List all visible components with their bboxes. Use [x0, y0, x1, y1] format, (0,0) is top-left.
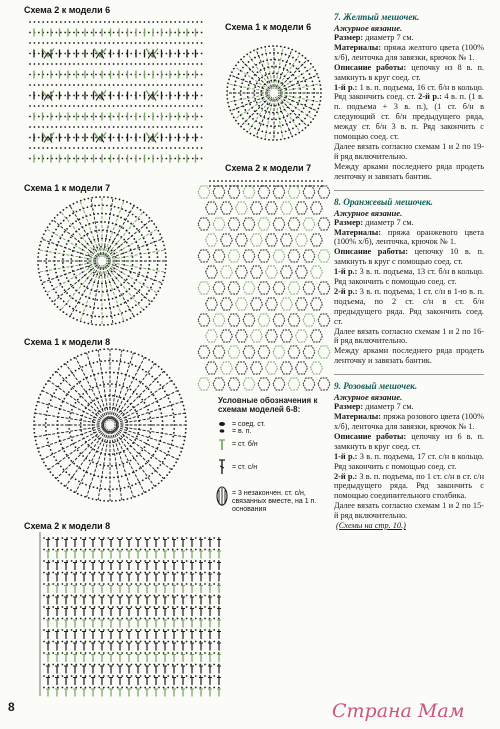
crochet-chart-scheme2-model7: [196, 178, 332, 388]
section-orange-bag: [334, 197, 484, 367]
crochet-chart-scheme1-model8: [28, 347, 198, 507]
materials-label: Материалы:: [334, 412, 382, 422]
section-title: 9. Розовый мешочек.: [334, 381, 418, 392]
row1-label: 1-й р.:: [334, 82, 358, 92]
work-value: цепочку из 6 в. п. замкнуть в круг соед. ст.: [334, 431, 485, 451]
crochet-chart-scheme1-model6: [226, 38, 326, 148]
materials-value: пряжа желтого цвета (100% х/б), ленточка для завязки, крючок № 1.: [334, 42, 484, 62]
row1-label: 1-й р.:: [334, 451, 358, 461]
row2-label: 2-й р.:: [418, 92, 442, 102]
materials-value: пряжа розового цвета (100% х/б), ленточка для завязки, крючок № 1.: [334, 412, 484, 431]
divider: [334, 182, 484, 191]
row2-value: 4 в. п. (1 в. п. подъема + 3 в. п.), (1 ст. б/н в следующий ст. б/н предыдущего ряда, между ст. б/н 3 в. п. Ряд закончить с помощью соед. ст.: [334, 92, 484, 142]
size-value: диаметр 7 см.: [363, 217, 414, 227]
row2-label: 2-й р.:: [334, 286, 358, 296]
section-yellow-bag: [334, 12, 484, 182]
section-subtitle: Ажурное вязание.: [334, 207, 403, 218]
row1-value: 3 в. п. подъема, 13 ст. б/н в кольцо. Ряд закончить с помощью соед. ст.: [334, 267, 485, 287]
caption-scheme2-model7: Схема 2 к модели 7: [225, 163, 312, 173]
row1-value: 3 в. п. подъема, 17 ст. с/н в кольцо. Ряд закончить с помощью соед. ст.: [334, 451, 485, 471]
materials-label: Материалы:: [334, 42, 382, 52]
work-value: цепочку из 8 в. п. замкнуть в круг соед. ст.: [334, 62, 485, 82]
size-label: Размер:: [334, 217, 364, 227]
row2-label: 2-й р.:: [334, 471, 358, 481]
instructions-column: [334, 12, 484, 531]
finish-text: Между арками последнего ряда продеть ленточку и завязать бантик.: [334, 161, 484, 181]
crochet-chart-scheme2-model8: [40, 532, 225, 697]
size-value: диаметр 7 см.: [363, 33, 414, 42]
legend-item-double-crochet: = ст. с/н: [232, 464, 258, 471]
work-value: цепочку 10 в. п. замкнуть в круг с помощью соед. ст.: [334, 247, 484, 267]
size-label: Размер:: [334, 33, 364, 42]
section-subtitle: Ажурное вязание.: [334, 392, 403, 403]
row1-label: 1-й р.:: [334, 267, 358, 277]
crochet-chart-scheme1-model7: [30, 195, 180, 330]
continue-text: Далее вязать согласно схемам 1 и 2 по 16-й ряд включительно.: [334, 326, 484, 346]
legend-item-slip-stitch: = соед. ст.: [232, 421, 266, 428]
divider: [334, 366, 484, 375]
size-label: Размер:: [334, 402, 364, 412]
section-title: 8. Оранжевый мешочек.: [334, 196, 433, 207]
work-label: Описание работы:: [334, 62, 407, 72]
work-label: Описание работы:: [334, 431, 407, 441]
materials-label: Материалы:: [334, 227, 382, 237]
caption-scheme2-model6: Схема 2 к модели 6: [24, 5, 111, 15]
finish-text: Между арками последнего ряда продеть ленточку и завязать бантик.: [334, 346, 484, 366]
row2-value: 3 в. п. подъема, по 1 ст. с/н в ст. с/н предыдущего ряда. Ряд закончить с помощью соединительного столбика.: [334, 471, 485, 501]
schemes-reference: (Схемы на стр. 10.): [336, 521, 406, 531]
caption-scheme1-model8: Схема 1 к модели 8: [24, 337, 111, 347]
section-title: 7. Желтый мешочек.: [334, 12, 420, 22]
section-pink-bag: [334, 381, 484, 521]
size-value: диаметр 7 см.: [363, 402, 414, 412]
legend-item-single-crochet: = ст. б/н: [232, 441, 258, 448]
continue-text: Далее вязать согласно схемам 1 и 2 по 19-й ряд включительно.: [334, 141, 484, 161]
materials-value: пряжа оранжевого цвета (100% х/б), ленточка, крючок № 1.: [334, 227, 484, 247]
continue-text: Далее вязать согласно схемам 1 и 2 по 15-й ряд включительно.: [334, 501, 484, 521]
row2-value: 3 в. п. подъема, 1 ст. с/н в 1-ю в. п. подъема, по 2 ст. с/н в ст. б/н предыдущего ряда. Ряд закончить соед. ст.: [334, 286, 484, 326]
section-subtitle: Ажурное вязание.: [334, 23, 403, 33]
slip-stitch-symbol: [219, 422, 225, 426]
chain-symbol: [220, 429, 225, 432]
caption-scheme1-model7: Схема 1 к модели 7: [24, 183, 111, 193]
legend-item-chain: = в. п.: [232, 428, 252, 435]
crochet-chart-scheme2-model6: [28, 18, 208, 168]
row1-value: 1 в. п. подъема, 16 ст. б/н в кольцо. Ряд закончить соед. ст.: [334, 82, 485, 102]
watermark-logo: Страна Мам: [332, 700, 465, 722]
work-label: Описание работы:: [334, 247, 408, 257]
caption-scheme1-model6: Схема 1 к модели 6: [225, 22, 312, 32]
page-number: 8: [8, 700, 15, 714]
legend-item-cluster: = 3 незакончен. ст. с/н, связанных вместе, на 1 п. основания: [232, 490, 317, 513]
legend-title: Условные обозначения к схемам моделей 6-8:: [218, 396, 318, 414]
caption-scheme2-model8: Схема 2 к модели 8: [24, 521, 111, 531]
